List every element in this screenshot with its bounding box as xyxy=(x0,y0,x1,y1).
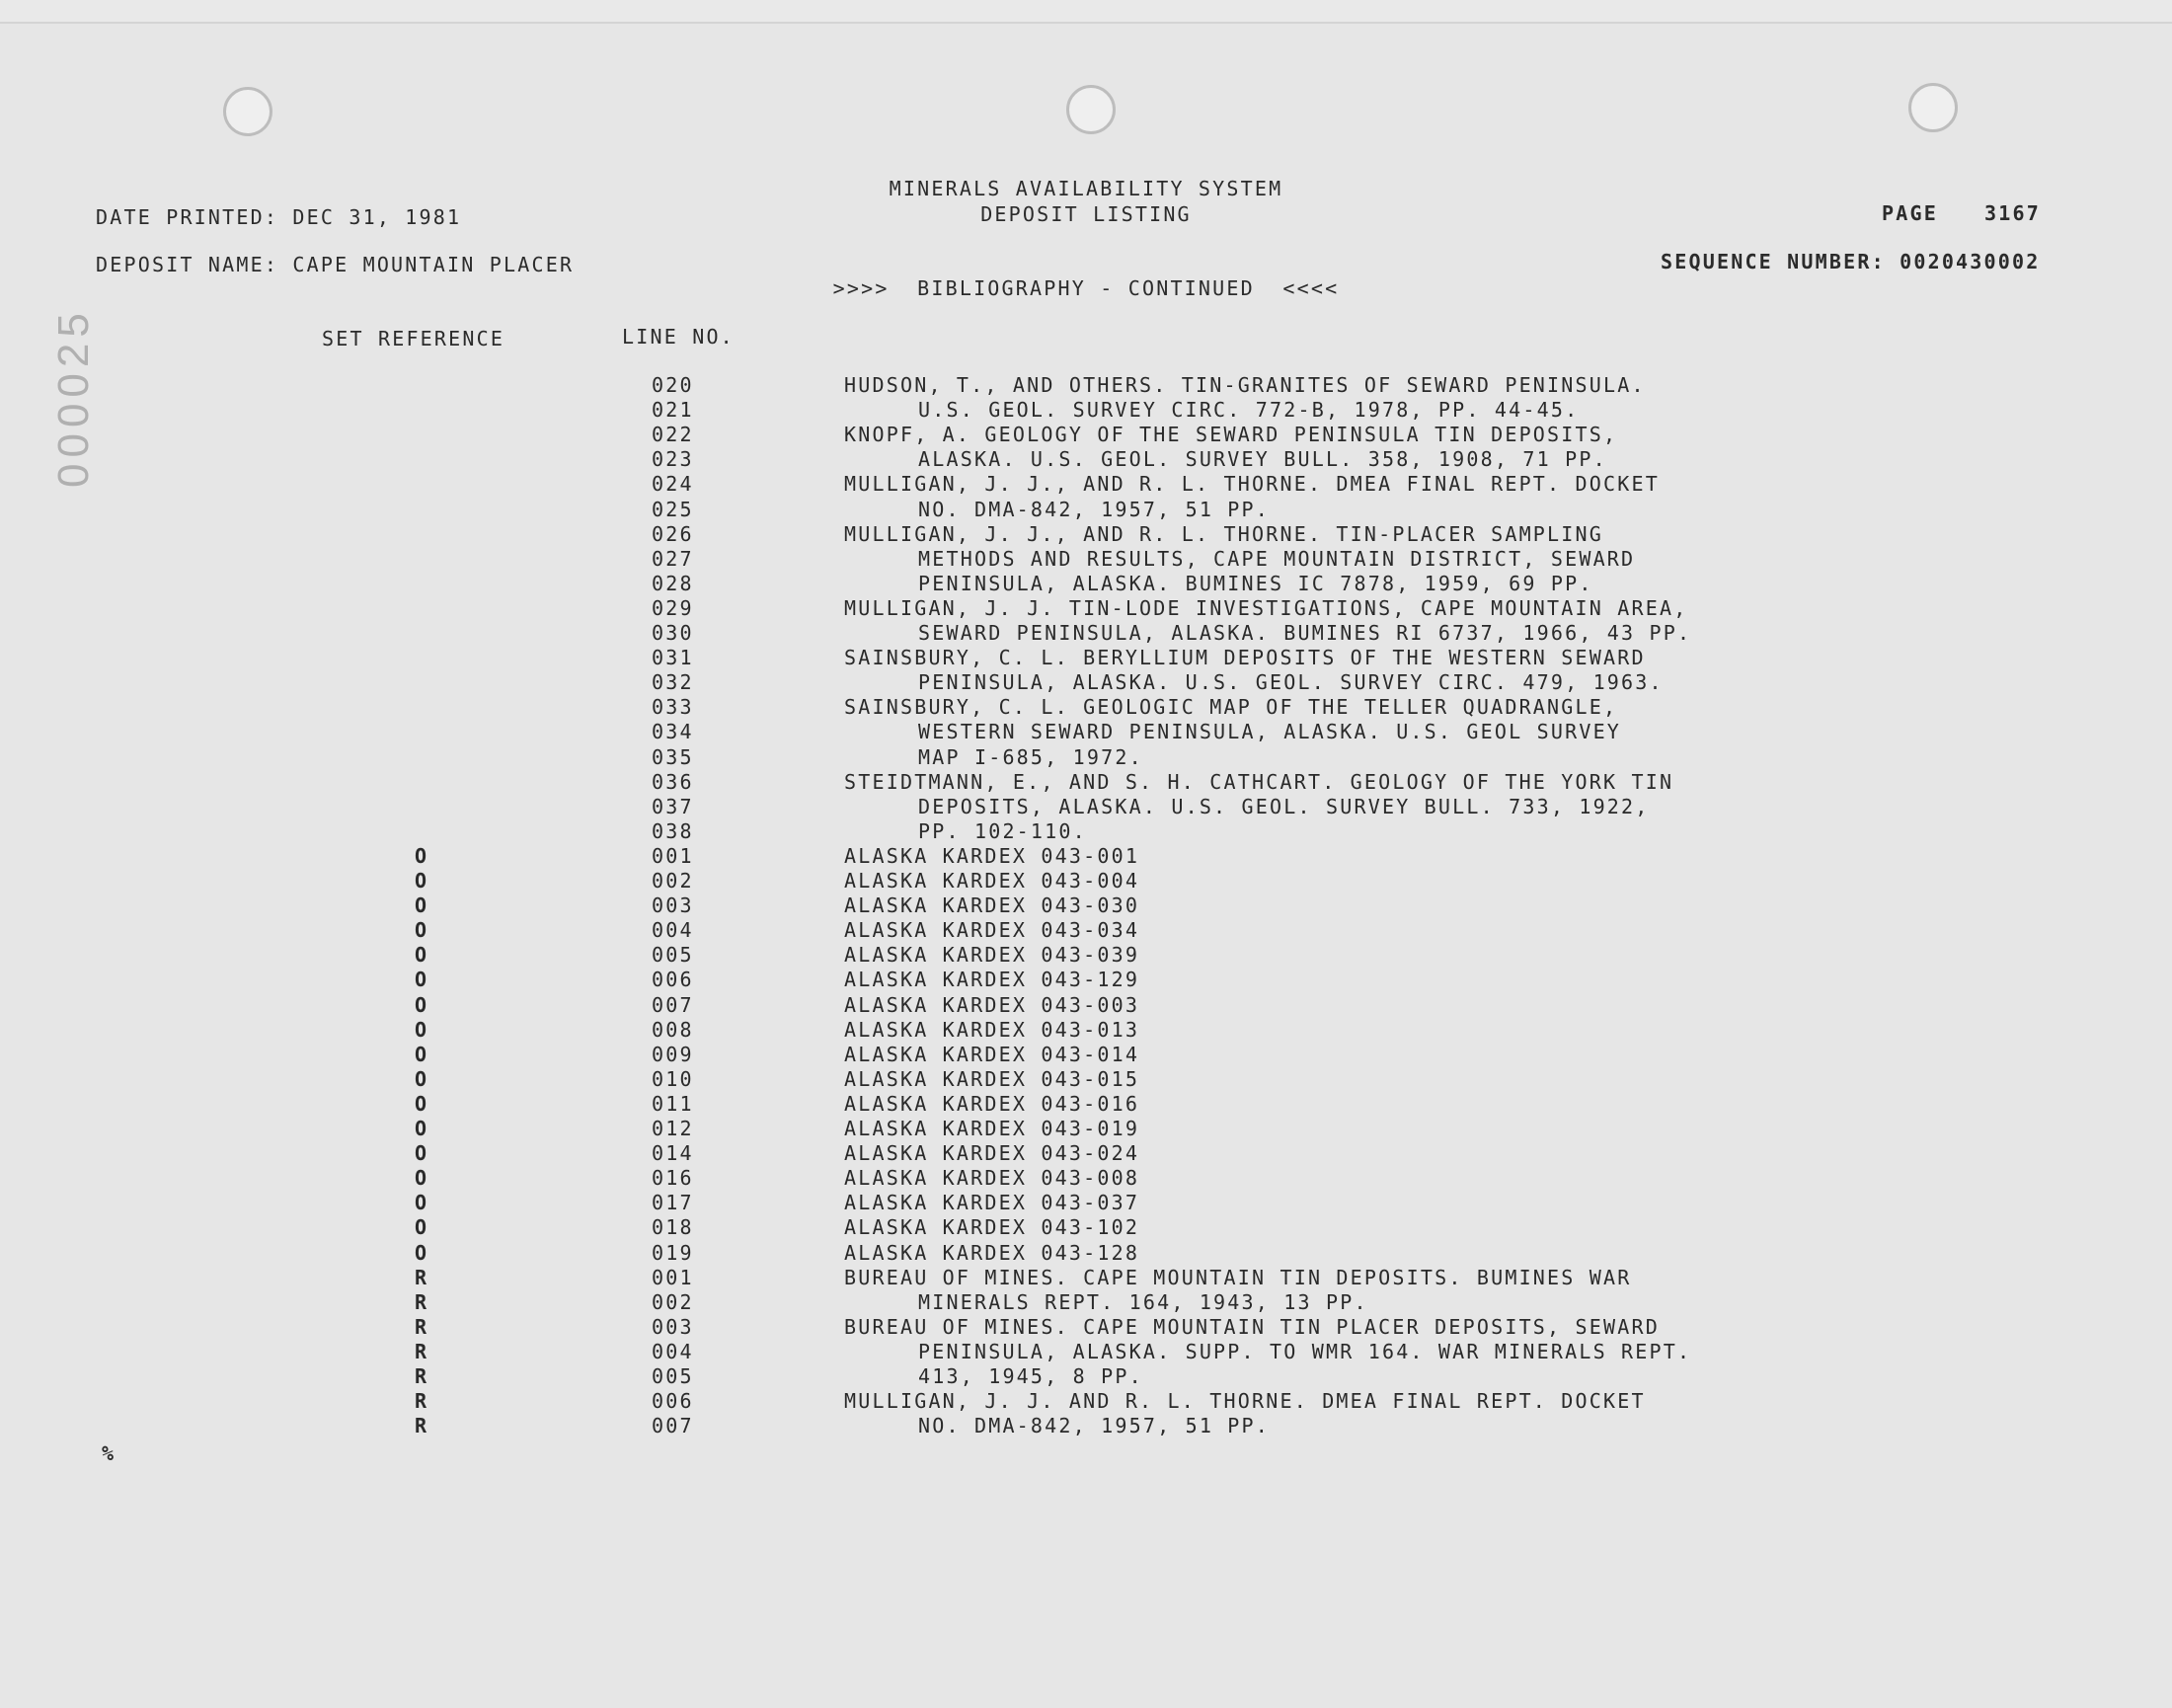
citation-text-cell: MAP I-685, 1972. xyxy=(918,744,1143,769)
citation-text-cell: 413, 1945, 8 PP. xyxy=(918,1364,1143,1388)
table-row xyxy=(0,695,2172,720)
table-row xyxy=(0,1340,2172,1364)
citation-text-cell: ALASKA KARDEX 043-003 xyxy=(844,992,1140,1017)
table-row xyxy=(0,398,2172,423)
citation-text-cell: SEWARD PENINSULA, ALASKA. BUMINES RI 6737, 1966, 43 PP. xyxy=(918,621,1692,645)
citation-text-cell: ALASKA KARDEX 043-001 xyxy=(844,843,1140,868)
citation-text-cell: DEPOSITS, ALASKA. U.S. GEOL. SURVEY BULL. 733, 1922, xyxy=(918,794,1650,818)
binder-hole-right xyxy=(1908,83,1958,132)
deposit-name: DEPOSIT NAME: CAPE MOUNTAIN PLACER xyxy=(96,253,575,276)
set-reference-cell: R xyxy=(415,1389,429,1414)
line-number-cell: 018 xyxy=(652,1215,694,1240)
table-row xyxy=(0,1117,2172,1141)
line-number-cell: 003 xyxy=(652,1314,694,1339)
citation-text-cell: PENINSULA, ALASKA. U.S. GEOL. SURVEY CIRC. 479, 1963. xyxy=(918,670,1664,695)
table-row xyxy=(0,1315,2172,1340)
table-row xyxy=(0,547,2172,572)
citation-text-cell: ALASKA KARDEX 043-024 xyxy=(844,1141,1140,1166)
line-number-cell: 027 xyxy=(652,546,694,571)
table-row xyxy=(0,968,2172,992)
table-row xyxy=(0,1191,2172,1215)
table-row xyxy=(0,745,2172,770)
set-reference-cell: R xyxy=(415,1414,429,1438)
line-number-cell: 028 xyxy=(652,571,694,595)
column-header-line-no: LINE NO. xyxy=(622,325,735,349)
citation-text-cell: ALASKA KARDEX 043-128 xyxy=(844,1240,1140,1265)
table-row xyxy=(0,498,2172,522)
set-reference-cell: O xyxy=(415,1066,429,1091)
line-number-cell: 021 xyxy=(652,398,694,423)
page-label: PAGE xyxy=(1882,201,1938,225)
table-row xyxy=(0,795,2172,819)
set-reference-cell: O xyxy=(415,869,429,893)
set-reference-cell: O xyxy=(415,1091,429,1116)
table-row xyxy=(0,1067,2172,1092)
table-row xyxy=(0,621,2172,646)
line-number-cell: 022 xyxy=(652,423,694,447)
citation-text-cell: METHODS AND RESULTS, CAPE MOUNTAIN DISTRICT, SEWARD xyxy=(918,546,1636,571)
table-row xyxy=(0,1414,2172,1438)
citation-text-cell: MINERALS REPT. 164, 1943, 13 PP. xyxy=(918,1289,1368,1314)
line-number-cell: 006 xyxy=(652,1389,694,1414)
table-row xyxy=(0,1389,2172,1414)
table-row xyxy=(0,646,2172,670)
citation-text-cell: MULLIGAN, J. J. TIN-LODE INVESTIGATIONS, CAPE MOUNTAIN AREA, xyxy=(844,595,1688,620)
set-reference-cell: O xyxy=(415,843,429,868)
set-reference-cell: O xyxy=(415,1017,429,1042)
set-reference-cell: O xyxy=(415,992,429,1017)
line-number-cell: 023 xyxy=(652,447,694,472)
table-row xyxy=(0,1364,2172,1389)
citation-text-cell: ALASKA KARDEX 043-004 xyxy=(844,869,1140,893)
line-number-cell: 012 xyxy=(652,1117,694,1140)
citation-text-cell: ALASKA KARDEX 043-008 xyxy=(844,1166,1140,1191)
set-reference-cell: O xyxy=(415,1042,429,1066)
citation-text-cell: WESTERN SEWARD PENINSULA, ALASKA. U.S. GEOL SURVEY xyxy=(918,720,1622,744)
set-reference-cell: O xyxy=(415,918,429,943)
set-reference-cell: R xyxy=(415,1289,429,1314)
line-number-cell: 037 xyxy=(652,794,694,818)
table-row xyxy=(0,720,2172,744)
system-title: MINERALS AVAILABILITY SYSTEM xyxy=(889,177,1283,200)
line-number-cell: 016 xyxy=(652,1166,694,1191)
citation-text-cell: STEIDTMANN, E., AND S. H. CATHCART. GEOLOGY OF THE YORK TIN xyxy=(844,769,1674,794)
table-row xyxy=(0,770,2172,795)
citation-text-cell: NO. DMA-842, 1957, 51 PP. xyxy=(918,497,1271,521)
citation-text-cell: ALASKA KARDEX 043-016 xyxy=(844,1091,1140,1116)
sequence-number: SEQUENCE NUMBER: 0020430002 xyxy=(1661,250,2041,273)
citation-text-cell: PENINSULA, ALASKA. SUPP. TO WMR 164. WAR MINERALS REPT. xyxy=(918,1339,1692,1363)
citation-text-cell: ALASKA KARDEX 043-015 xyxy=(844,1066,1140,1091)
line-number-cell: 034 xyxy=(652,720,694,744)
table-row xyxy=(0,472,2172,497)
line-number-cell: 025 xyxy=(652,497,694,521)
citation-text-cell: U.S. GEOL. SURVEY CIRC. 772-B, 1978, PP. 44-45. xyxy=(918,398,1580,423)
set-reference-cell: R xyxy=(415,1364,429,1388)
line-number-cell: 033 xyxy=(652,695,694,720)
line-number-cell: 029 xyxy=(652,595,694,620)
citation-text-cell: MULLIGAN, J. J. AND R. L. THORNE. DMEA FINAL REPT. DOCKET xyxy=(844,1389,1646,1414)
citation-text-cell: BUREAU OF MINES. CAPE MOUNTAIN TIN DEPOSITS. BUMINES WAR xyxy=(844,1265,1632,1289)
set-reference-cell: O xyxy=(415,893,429,918)
citation-text-cell: ALASKA KARDEX 043-129 xyxy=(844,968,1140,992)
citation-text-cell: SAINSBURY, C. L. GEOLOGIC MAP OF THE TELLER QUADRANGLE, xyxy=(844,695,1618,720)
document-page xyxy=(0,22,2172,1708)
citation-text-cell: HUDSON, T., AND OTHERS. TIN-GRANITES OF SEWARD PENINSULA. xyxy=(844,373,1646,397)
table-row xyxy=(0,596,2172,621)
listing-title: DEPOSIT LISTING xyxy=(980,202,1192,226)
line-number-cell: 007 xyxy=(652,1414,694,1438)
citation-text-cell: NO. DMA-842, 1957, 51 PP. xyxy=(918,1414,1271,1438)
binder-hole-left xyxy=(223,87,272,136)
line-number-cell: 002 xyxy=(652,1289,694,1314)
line-number-cell: 004 xyxy=(652,918,694,943)
citation-text-cell: MULLIGAN, J. J., AND R. L. THORNE. DMEA FINAL REPT. DOCKET xyxy=(844,472,1660,497)
table-row xyxy=(0,522,2172,547)
line-number-cell: 024 xyxy=(652,472,694,497)
set-reference-cell: O xyxy=(415,1117,429,1140)
line-number-cell: 005 xyxy=(652,943,694,968)
citation-text-cell: SAINSBURY, C. L. BERYLLIUM DEPOSITS OF THE WESTERN SEWARD xyxy=(844,646,1646,670)
table-row xyxy=(0,670,2172,695)
line-number-cell: 009 xyxy=(652,1042,694,1066)
citation-text-cell: ALASKA KARDEX 043-039 xyxy=(844,943,1140,968)
citation-text-cell: ALASKA. U.S. GEOL. SURVEY BULL. 358, 1908, 71 PP. xyxy=(918,447,1607,472)
line-number-cell: 030 xyxy=(652,621,694,645)
citation-text-cell: ALASKA KARDEX 043-014 xyxy=(844,1042,1140,1066)
table-row xyxy=(0,943,2172,968)
set-reference-cell: O xyxy=(415,1215,429,1240)
table-row xyxy=(0,918,2172,943)
citation-text-cell: ALASKA KARDEX 043-102 xyxy=(844,1215,1140,1240)
table-row xyxy=(0,423,2172,447)
line-number-cell: 017 xyxy=(652,1191,694,1215)
line-number-cell: 007 xyxy=(652,992,694,1017)
set-reference-cell: R xyxy=(415,1265,429,1289)
table-row xyxy=(0,1215,2172,1240)
line-number-cell: 001 xyxy=(652,843,694,868)
table-row xyxy=(0,1092,2172,1117)
line-number-cell: 036 xyxy=(652,769,694,794)
set-reference-cell: R xyxy=(415,1339,429,1363)
line-number-cell: 011 xyxy=(652,1091,694,1116)
table-row xyxy=(0,993,2172,1018)
citation-text-cell: PP. 102-110. xyxy=(918,818,1087,843)
line-number-cell: 038 xyxy=(652,818,694,843)
column-header-set-reference: SET REFERENCE xyxy=(322,327,505,350)
line-number-cell: 002 xyxy=(652,869,694,893)
side-stamp: 000025 xyxy=(49,307,98,488)
set-reference-cell: O xyxy=(415,1240,429,1265)
citation-text-cell: MULLIGAN, J. J., AND R. L. THORNE. TIN-PLACER SAMPLING xyxy=(844,521,1604,546)
line-number-cell: 005 xyxy=(652,1364,694,1388)
page-number: 3167 xyxy=(1984,201,2041,225)
section-title: >>>> BIBLIOGRAPHY - CONTINUED <<<< xyxy=(832,276,1340,300)
line-number-cell: 019 xyxy=(652,1240,694,1265)
set-reference-cell: O xyxy=(415,968,429,992)
table-row xyxy=(0,572,2172,596)
table-row xyxy=(0,844,2172,869)
line-number-cell: 008 xyxy=(652,1017,694,1042)
table-row xyxy=(0,819,2172,844)
line-number-cell: 003 xyxy=(652,893,694,918)
table-row xyxy=(0,373,2172,398)
line-number-cell: 032 xyxy=(652,670,694,695)
line-number-cell: 001 xyxy=(652,1265,694,1289)
table-row xyxy=(0,1043,2172,1067)
citation-text-cell: ALASKA KARDEX 043-030 xyxy=(844,893,1140,918)
citation-text-cell: ALASKA KARDEX 043-034 xyxy=(844,918,1140,943)
footer-mark: % xyxy=(102,1441,116,1465)
table-row xyxy=(0,1166,2172,1191)
line-number-cell: 004 xyxy=(652,1339,694,1363)
citation-text-cell: BUREAU OF MINES. CAPE MOUNTAIN TIN PLACER DEPOSITS, SEWARD xyxy=(844,1314,1660,1339)
line-number-cell: 006 xyxy=(652,968,694,992)
binder-hole-center xyxy=(1066,85,1116,134)
citation-text-cell: ALASKA KARDEX 043-037 xyxy=(844,1191,1140,1215)
set-reference-cell: R xyxy=(415,1314,429,1339)
line-number-cell: 010 xyxy=(652,1066,694,1091)
table-row xyxy=(0,447,2172,472)
table-row xyxy=(0,1266,2172,1290)
line-number-cell: 020 xyxy=(652,373,694,397)
set-reference-cell: O xyxy=(415,943,429,968)
citation-text-cell: ALASKA KARDEX 043-019 xyxy=(844,1117,1140,1140)
date-printed: DATE PRINTED: DEC 31, 1981 xyxy=(96,205,462,229)
set-reference-cell: O xyxy=(415,1191,429,1215)
line-number-cell: 026 xyxy=(652,521,694,546)
table-row xyxy=(0,1141,2172,1166)
line-number-cell: 035 xyxy=(652,744,694,769)
citation-text-cell: PENINSULA, ALASKA. BUMINES IC 7878, 1959, 69 PP. xyxy=(918,571,1593,595)
table-row xyxy=(0,1241,2172,1266)
table-row xyxy=(0,1290,2172,1315)
set-reference-cell: O xyxy=(415,1166,429,1191)
line-number-cell: 014 xyxy=(652,1141,694,1166)
table-row xyxy=(0,1018,2172,1043)
table-row xyxy=(0,893,2172,918)
set-reference-cell: O xyxy=(415,1141,429,1166)
citation-text-cell: KNOPF, A. GEOLOGY OF THE SEWARD PENINSULA TIN DEPOSITS, xyxy=(844,423,1618,447)
table-row xyxy=(0,869,2172,893)
citation-text-cell: ALASKA KARDEX 043-013 xyxy=(844,1017,1140,1042)
line-number-cell: 031 xyxy=(652,646,694,670)
